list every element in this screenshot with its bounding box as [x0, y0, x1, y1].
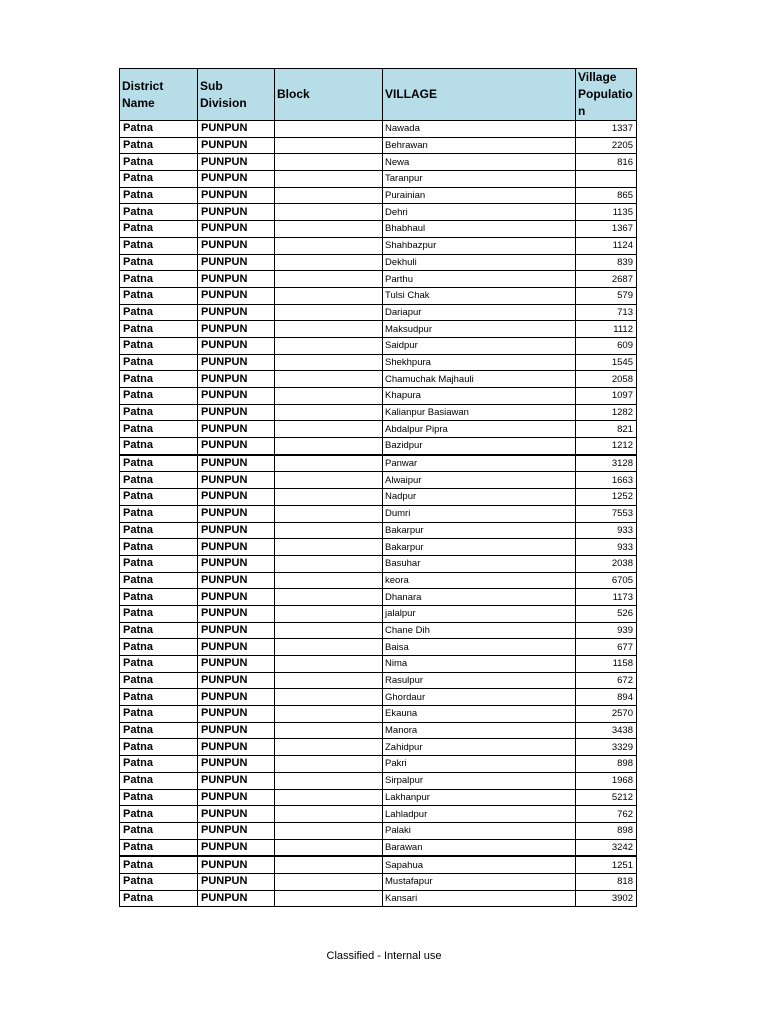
district-cell: Patna	[120, 254, 198, 271]
district-cell: Patna	[120, 739, 198, 756]
subdivision-cell: PUNPUN	[198, 555, 275, 572]
block-cell	[275, 839, 383, 856]
header-population: Village Populatio n	[576, 69, 637, 121]
block-cell	[275, 706, 383, 723]
district-cell: Patna	[120, 873, 198, 890]
village-cell: keora	[383, 572, 576, 589]
village-cell: Manora	[383, 722, 576, 739]
table-row	[120, 522, 637, 539]
table-row	[120, 287, 637, 304]
village-cell: Shekhpura	[383, 354, 576, 371]
village-cell: Dhanara	[383, 589, 576, 606]
table-row	[120, 639, 637, 656]
population-cell: 839	[576, 254, 637, 271]
table-row	[120, 839, 637, 856]
district-cell: Patna	[120, 337, 198, 354]
table-row	[120, 555, 637, 572]
village-cell: Nadpur	[383, 489, 576, 506]
population-cell: 939	[576, 622, 637, 639]
block-cell	[275, 505, 383, 522]
population-cell: 1252	[576, 489, 637, 506]
village-cell: Dekhuli	[383, 254, 576, 271]
table-row	[120, 254, 637, 271]
block-cell	[275, 539, 383, 556]
block-cell	[275, 789, 383, 806]
population-cell: 821	[576, 421, 637, 438]
village-cell: Nima	[383, 656, 576, 673]
subdivision-cell: PUNPUN	[198, 321, 275, 338]
village-cell: Baisa	[383, 639, 576, 656]
subdivision-cell: PUNPUN	[198, 756, 275, 773]
village-cell: Purainian	[383, 187, 576, 204]
village-cell: Mustafapur	[383, 873, 576, 890]
block-cell	[275, 656, 383, 673]
table-row	[120, 304, 637, 321]
village-cell: Bakarpur	[383, 522, 576, 539]
population-cell: 3242	[576, 839, 637, 856]
subdivision-cell: PUNPUN	[198, 371, 275, 388]
district-cell: Patna	[120, 605, 198, 622]
block-cell	[275, 171, 383, 188]
block-cell	[275, 337, 383, 354]
village-cell: Bhabhaul	[383, 221, 576, 238]
subdivision-cell: PUNPUN	[198, 739, 275, 756]
table-row	[120, 121, 637, 138]
block-cell	[275, 756, 383, 773]
district-cell: Patna	[120, 789, 198, 806]
block-cell	[275, 722, 383, 739]
subdivision-cell: PUNPUN	[198, 472, 275, 489]
table-row	[120, 622, 637, 639]
block-cell	[275, 873, 383, 890]
subdivision-cell: PUNPUN	[198, 789, 275, 806]
table-row	[120, 388, 637, 405]
district-cell: Patna	[120, 187, 198, 204]
block-cell	[275, 404, 383, 421]
population-cell: 1663	[576, 472, 637, 489]
population-cell: 5212	[576, 789, 637, 806]
village-cell: Shahbazpur	[383, 237, 576, 254]
village-cell: jalalpur	[383, 605, 576, 622]
village-cell: Tulsi Chak	[383, 287, 576, 304]
block-cell	[275, 739, 383, 756]
district-cell: Patna	[120, 822, 198, 839]
table-row	[120, 137, 637, 154]
village-cell: Kalianpur Basiawan	[383, 404, 576, 421]
subdivision-cell: PUNPUN	[198, 337, 275, 354]
population-cell: 3128	[576, 455, 637, 472]
village-cell: Sirpalpur	[383, 772, 576, 789]
population-cell: 898	[576, 822, 637, 839]
district-cell: Patna	[120, 722, 198, 739]
block-cell	[275, 388, 383, 405]
block-cell	[275, 890, 383, 907]
subdivision-cell: PUNPUN	[198, 839, 275, 856]
district-cell: Patna	[120, 354, 198, 371]
table-row	[120, 739, 637, 756]
village-cell: Dariapur	[383, 304, 576, 321]
subdivision-cell: PUNPUN	[198, 539, 275, 556]
header-row	[120, 69, 637, 121]
subdivision-cell: PUNPUN	[198, 438, 275, 455]
subdivision-cell: PUNPUN	[198, 154, 275, 171]
subdivision-cell: PUNPUN	[198, 388, 275, 405]
village-cell: Abdalpur Pipra	[383, 421, 576, 438]
table-header	[120, 69, 637, 121]
table-row	[120, 438, 637, 455]
district-cell: Patna	[120, 522, 198, 539]
subdivision-cell: PUNPUN	[198, 622, 275, 639]
table-row	[120, 472, 637, 489]
population-cell: 898	[576, 756, 637, 773]
district-cell: Patna	[120, 555, 198, 572]
table-row	[120, 706, 637, 723]
block-cell	[275, 672, 383, 689]
table-row	[120, 221, 637, 238]
table-row	[120, 371, 637, 388]
table-row	[120, 656, 637, 673]
population-cell: 933	[576, 522, 637, 539]
header-village: VILLAGE	[383, 69, 576, 121]
table-row	[120, 772, 637, 789]
table-row	[120, 689, 637, 706]
block-cell	[275, 555, 383, 572]
block-cell	[275, 455, 383, 472]
subdivision-cell: PUNPUN	[198, 806, 275, 823]
header-district: District Name	[120, 69, 198, 121]
table-row	[120, 271, 637, 288]
district-cell: Patna	[120, 689, 198, 706]
population-cell: 1112	[576, 321, 637, 338]
village-cell: Zahidpur	[383, 739, 576, 756]
district-cell: Patna	[120, 371, 198, 388]
district-cell: Patna	[120, 756, 198, 773]
population-cell	[576, 171, 637, 188]
table-row	[120, 337, 637, 354]
village-cell: Saidpur	[383, 337, 576, 354]
subdivision-cell: PUNPUN	[198, 304, 275, 321]
table-row	[120, 171, 637, 188]
table-row	[120, 404, 637, 421]
subdivision-cell: PUNPUN	[198, 656, 275, 673]
population-cell: 3438	[576, 722, 637, 739]
subdivision-cell: PUNPUN	[198, 522, 275, 539]
population-cell: 609	[576, 337, 637, 354]
village-cell: Taranpur	[383, 171, 576, 188]
subdivision-cell: PUNPUN	[198, 354, 275, 371]
table-row	[120, 722, 637, 739]
block-cell	[275, 121, 383, 138]
subdivision-cell: PUNPUN	[198, 722, 275, 739]
table-row	[120, 873, 637, 890]
district-cell: Patna	[120, 137, 198, 154]
table-row	[120, 822, 637, 839]
district-cell: Patna	[120, 221, 198, 238]
district-cell: Patna	[120, 572, 198, 589]
village-table	[119, 68, 637, 907]
table-body	[120, 121, 637, 907]
subdivision-cell: PUNPUN	[198, 187, 275, 204]
block-cell	[275, 204, 383, 221]
district-cell: Patna	[120, 639, 198, 656]
subdivision-cell: PUNPUN	[198, 505, 275, 522]
village-cell: Bazidpur	[383, 438, 576, 455]
population-cell: 3902	[576, 890, 637, 907]
table-row	[120, 539, 637, 556]
block-cell	[275, 622, 383, 639]
village-cell: Panwar	[383, 455, 576, 472]
block-cell	[275, 254, 383, 271]
block-cell	[275, 472, 383, 489]
block-cell	[275, 421, 383, 438]
district-cell: Patna	[120, 154, 198, 171]
table-row	[120, 489, 637, 506]
subdivision-cell: PUNPUN	[198, 237, 275, 254]
subdivision-cell: PUNPUN	[198, 589, 275, 606]
table-row	[120, 856, 637, 873]
population-cell: 1097	[576, 388, 637, 405]
subdivision-cell: PUNPUN	[198, 572, 275, 589]
village-cell: Dumri	[383, 505, 576, 522]
village-cell: Maksudpur	[383, 321, 576, 338]
block-cell	[275, 522, 383, 539]
district-cell: Patna	[120, 856, 198, 873]
subdivision-cell: PUNPUN	[198, 890, 275, 907]
population-cell: 2205	[576, 137, 637, 154]
village-cell: Alwaipur	[383, 472, 576, 489]
subdivision-cell: PUNPUN	[198, 672, 275, 689]
population-cell: 1158	[576, 656, 637, 673]
population-cell: 1968	[576, 772, 637, 789]
district-cell: Patna	[120, 438, 198, 455]
block-cell	[275, 605, 383, 622]
population-cell: 1282	[576, 404, 637, 421]
population-cell: 713	[576, 304, 637, 321]
district-cell: Patna	[120, 890, 198, 907]
population-cell: 526	[576, 605, 637, 622]
population-cell: 1367	[576, 221, 637, 238]
block-cell	[275, 237, 383, 254]
block-cell	[275, 321, 383, 338]
subdivision-cell: PUNPUN	[198, 137, 275, 154]
district-cell: Patna	[120, 304, 198, 321]
population-cell: 762	[576, 806, 637, 823]
table-row	[120, 321, 637, 338]
district-cell: Patna	[120, 472, 198, 489]
population-cell: 1173	[576, 589, 637, 606]
district-cell: Patna	[120, 388, 198, 405]
block-cell	[275, 154, 383, 171]
block-cell	[275, 371, 383, 388]
block-cell	[275, 689, 383, 706]
population-cell: 865	[576, 187, 637, 204]
table-row	[120, 589, 637, 606]
district-cell: Patna	[120, 622, 198, 639]
village-cell: Pakri	[383, 756, 576, 773]
district-cell: Patna	[120, 706, 198, 723]
block-cell	[275, 589, 383, 606]
header-subdivision: Sub Division	[198, 69, 275, 121]
table-row	[120, 237, 637, 254]
table-row	[120, 421, 637, 438]
district-cell: Patna	[120, 171, 198, 188]
table-row	[120, 187, 637, 204]
population-cell: 1251	[576, 856, 637, 873]
village-cell: Parthu	[383, 271, 576, 288]
subdivision-cell: PUNPUN	[198, 455, 275, 472]
district-cell: Patna	[120, 839, 198, 856]
population-cell: 672	[576, 672, 637, 689]
block-cell	[275, 287, 383, 304]
district-cell: Patna	[120, 806, 198, 823]
village-cell: Khapura	[383, 388, 576, 405]
population-cell: 2058	[576, 371, 637, 388]
population-cell: 2038	[576, 555, 637, 572]
district-cell: Patna	[120, 237, 198, 254]
block-cell	[275, 137, 383, 154]
subdivision-cell: PUNPUN	[198, 605, 275, 622]
district-cell: Patna	[120, 489, 198, 506]
village-cell: Ekauna	[383, 706, 576, 723]
subdivision-cell: PUNPUN	[198, 873, 275, 890]
table-row	[120, 572, 637, 589]
classification-footer: Classified - Internal use	[326, 950, 442, 962]
subdivision-cell: PUNPUN	[198, 772, 275, 789]
village-cell: Lakhanpur	[383, 789, 576, 806]
district-cell: Patna	[120, 404, 198, 421]
population-cell: 677	[576, 639, 637, 656]
district-cell: Patna	[120, 271, 198, 288]
population-cell: 894	[576, 689, 637, 706]
subdivision-cell: PUNPUN	[198, 856, 275, 873]
district-cell: Patna	[120, 505, 198, 522]
population-cell: 7553	[576, 505, 637, 522]
subdivision-cell: PUNPUN	[198, 287, 275, 304]
village-cell: Nawada	[383, 121, 576, 138]
subdivision-cell: PUNPUN	[198, 204, 275, 221]
population-cell: 579	[576, 287, 637, 304]
district-cell: Patna	[120, 589, 198, 606]
population-cell: 1545	[576, 354, 637, 371]
table-row	[120, 789, 637, 806]
block-cell	[275, 806, 383, 823]
population-cell: 1337	[576, 121, 637, 138]
table-row	[120, 806, 637, 823]
block-cell	[275, 856, 383, 873]
population-cell: 818	[576, 873, 637, 890]
subdivision-cell: PUNPUN	[198, 121, 275, 138]
district-cell: Patna	[120, 455, 198, 472]
subdivision-cell: PUNPUN	[198, 822, 275, 839]
subdivision-cell: PUNPUN	[198, 171, 275, 188]
district-cell: Patna	[120, 772, 198, 789]
village-cell: Kansari	[383, 890, 576, 907]
district-cell: Patna	[120, 421, 198, 438]
village-cell: Chamuchak Majhauli	[383, 371, 576, 388]
population-cell: 933	[576, 539, 637, 556]
subdivision-cell: PUNPUN	[198, 489, 275, 506]
subdivision-cell: PUNPUN	[198, 689, 275, 706]
table-row	[120, 890, 637, 907]
table-row	[120, 605, 637, 622]
block-cell	[275, 271, 383, 288]
subdivision-cell: PUNPUN	[198, 254, 275, 271]
table-row	[120, 154, 637, 171]
subdivision-cell: PUNPUN	[198, 221, 275, 238]
subdivision-cell: PUNPUN	[198, 421, 275, 438]
block-cell	[275, 354, 383, 371]
village-cell: Behrawan	[383, 137, 576, 154]
district-cell: Patna	[120, 204, 198, 221]
population-cell: 816	[576, 154, 637, 171]
village-cell: Sapahua	[383, 856, 576, 873]
population-cell: 1124	[576, 237, 637, 254]
subdivision-cell: PUNPUN	[198, 271, 275, 288]
block-cell	[275, 221, 383, 238]
block-cell	[275, 772, 383, 789]
village-cell: Basuhar	[383, 555, 576, 572]
district-cell: Patna	[120, 287, 198, 304]
block-cell	[275, 304, 383, 321]
village-cell: Rasulpur	[383, 672, 576, 689]
village-cell: Dehri	[383, 204, 576, 221]
population-cell: 2687	[576, 271, 637, 288]
block-cell	[275, 438, 383, 455]
header-block: Block	[275, 69, 383, 121]
village-cell: Lahladpur	[383, 806, 576, 823]
village-cell: Ghordaur	[383, 689, 576, 706]
table-row	[120, 354, 637, 371]
block-cell	[275, 187, 383, 204]
village-cell: Chane Dih	[383, 622, 576, 639]
district-cell: Patna	[120, 539, 198, 556]
village-cell: Palaki	[383, 822, 576, 839]
block-cell	[275, 489, 383, 506]
population-cell: 6705	[576, 572, 637, 589]
table-row	[120, 505, 637, 522]
village-cell: Newa	[383, 154, 576, 171]
table-row	[120, 672, 637, 689]
block-cell	[275, 572, 383, 589]
subdivision-cell: PUNPUN	[198, 706, 275, 723]
table-row	[120, 455, 637, 472]
subdivision-cell: PUNPUN	[198, 639, 275, 656]
district-cell: Patna	[120, 656, 198, 673]
village-cell: Barawan	[383, 839, 576, 856]
block-cell	[275, 822, 383, 839]
table-row	[120, 204, 637, 221]
district-cell: Patna	[120, 672, 198, 689]
village-cell: Bakarpur	[383, 539, 576, 556]
population-cell: 1212	[576, 438, 637, 455]
district-cell: Patna	[120, 121, 198, 138]
district-cell: Patna	[120, 321, 198, 338]
subdivision-cell: PUNPUN	[198, 404, 275, 421]
population-cell: 1135	[576, 204, 637, 221]
table-row	[120, 756, 637, 773]
population-cell: 3329	[576, 739, 637, 756]
population-cell: 2570	[576, 706, 637, 723]
block-cell	[275, 639, 383, 656]
